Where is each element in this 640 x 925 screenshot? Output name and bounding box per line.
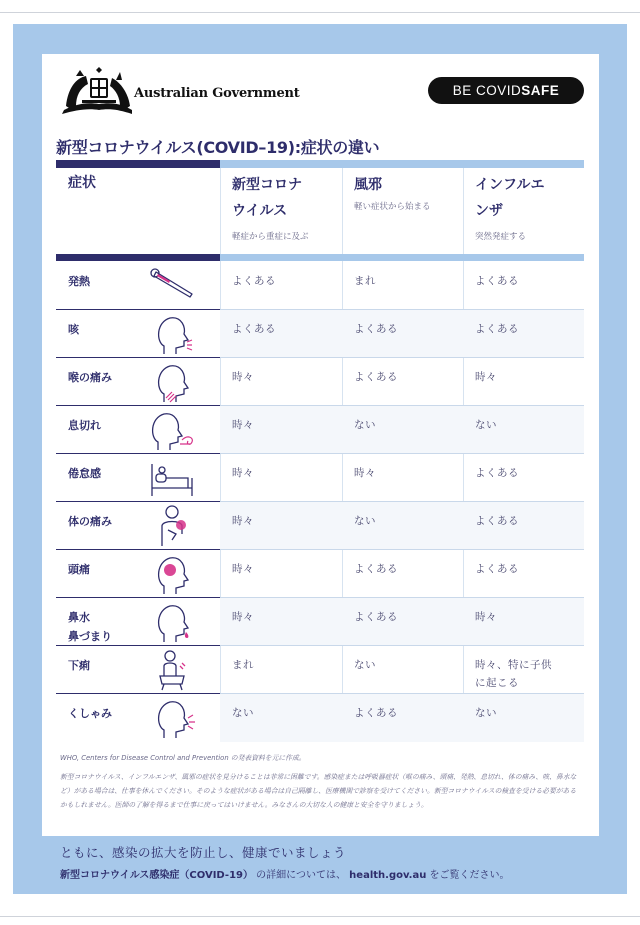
cold-header-label: 風邪 xyxy=(354,177,382,193)
table-row xyxy=(56,694,584,742)
flu-value: 時々 xyxy=(475,371,497,383)
thermometer-icon xyxy=(148,264,196,308)
cold-value: よくある xyxy=(354,323,398,335)
info-mid: の詳細については、 xyxy=(256,870,346,881)
cough-icon xyxy=(148,312,196,356)
flu-header-sub: 突然発症する xyxy=(475,232,527,242)
toilet-icon xyxy=(148,648,196,692)
column-header-symptom: 症状 xyxy=(68,175,96,191)
table-row xyxy=(56,358,584,406)
flu-value: よくある xyxy=(475,515,519,527)
flu-value-line2: に起こる xyxy=(475,677,519,689)
covid-value: 時々 xyxy=(232,371,254,383)
symptom-cell xyxy=(56,502,220,550)
symptom-label: 発熱 xyxy=(68,275,90,288)
table-row xyxy=(56,262,584,310)
cold-value: よくある xyxy=(354,611,398,623)
disclaimer-text: 新型コロナウイルス、インフルエンザ、風邪の症状を見分けることは非常に困難です。感染症または呼吸器症状（喉の痛み、頭痛、発熱、息切れ、体の痛み、咳、鼻水など）がある場合は、仕事を休んでください。そのような症状がある場合は自己隔離し、医療機関で診察を受けてください。新型コロナウイルスの検査を受ける必要があるかもしれません。医師の了解を得るまで仕事に戻ってはいけません。みなさんの大切な人の健康と安全を守りましょう。 xyxy=(60,773,577,809)
cold-value: ない xyxy=(354,515,376,527)
body-ache-icon xyxy=(148,504,196,548)
header-bar-dark-bottom xyxy=(56,254,220,261)
breath-icon xyxy=(148,408,196,452)
covid-header-line1: 新型コロナ xyxy=(232,177,302,193)
covidsafe-badge xyxy=(428,77,584,104)
cold-value: ない xyxy=(354,419,376,431)
badge-safe: SAFE xyxy=(521,83,560,98)
page-title: 新型コロナウイルス(COVID–19):症状の違い xyxy=(56,138,380,157)
symptom-label xyxy=(68,608,112,646)
info-end: をご覧ください。 xyxy=(429,870,510,881)
info-line xyxy=(60,866,510,881)
header-bar-dark xyxy=(56,160,220,168)
covid-value: 時々 xyxy=(232,467,254,479)
covid-value: 時々 xyxy=(232,611,254,623)
cold-value: 時々 xyxy=(354,467,376,479)
flu-value-line1: 時々、特に子供 xyxy=(475,659,552,671)
table-row xyxy=(56,502,584,550)
prevention-message: ともに、感染の拡大を防止し、健康でいましょう xyxy=(60,845,347,860)
symptom-cell xyxy=(56,694,220,742)
symptom-cell xyxy=(56,646,220,694)
symptom-label: くしゃみ xyxy=(68,707,112,720)
symptom-cell xyxy=(56,454,220,502)
covid-value: 時々 xyxy=(232,563,254,575)
table-row xyxy=(56,646,584,694)
government-name: Australian Government xyxy=(134,86,300,101)
column-header-cold xyxy=(354,172,431,212)
header-bar-light-bottom xyxy=(220,254,584,261)
badge-covid: COVID xyxy=(475,83,522,98)
flu-header-line1: インフルエ xyxy=(475,177,545,193)
cold-value: よくある xyxy=(354,563,398,575)
flu-value: ない xyxy=(475,707,497,719)
flu-value: 時々 xyxy=(475,611,497,623)
info-site: health.gov.au xyxy=(349,870,427,881)
source-note: WHO, Centers for Disease Control and Prevention の発表資料を元に作成。 xyxy=(60,754,306,762)
top-divider xyxy=(0,12,640,13)
flu-header-line2: ンザ xyxy=(475,203,503,219)
symptom-cell xyxy=(56,598,220,646)
flu-value: ない xyxy=(475,419,497,431)
cold-value: まれ xyxy=(354,275,376,287)
flu-value xyxy=(475,656,552,692)
column-header-covid xyxy=(232,172,309,242)
covid-value: よくある xyxy=(232,275,276,287)
covid-value: よくある xyxy=(232,323,276,335)
sneeze-icon xyxy=(148,696,196,740)
headache-icon xyxy=(148,552,196,596)
table-row xyxy=(56,598,584,646)
covid-value: ない xyxy=(232,707,254,719)
flu-value: よくある xyxy=(475,467,519,479)
bed-icon xyxy=(148,456,196,500)
header-bar-light xyxy=(220,160,584,168)
coat-of-arms-icon xyxy=(56,66,132,118)
covid-header-line2: ウイルス xyxy=(232,203,288,219)
table-row xyxy=(56,310,584,358)
covid-value: まれ xyxy=(232,659,254,671)
symptom-cell xyxy=(56,406,220,454)
flu-value: よくある xyxy=(475,275,519,287)
symptom-label: 下痢 xyxy=(68,659,90,672)
symptom-label: 倦怠感 xyxy=(68,467,101,480)
symptom-label-line1: 鼻水 xyxy=(68,611,90,624)
symptom-label: 頭痛 xyxy=(68,563,90,576)
info-bold: 新型コロナウイルス感染症（COVID-19） xyxy=(60,870,253,881)
flu-value: よくある xyxy=(475,563,519,575)
column-header-flu xyxy=(475,172,544,242)
table-row xyxy=(56,550,584,598)
symptom-cell xyxy=(56,310,220,358)
cold-value: ない xyxy=(354,659,376,671)
cold-value: よくある xyxy=(354,371,398,383)
symptom-label: 体の痛み xyxy=(68,515,112,528)
symptom-cell xyxy=(56,358,220,406)
symptom-label-line2: 鼻づまり xyxy=(68,630,112,643)
table-row xyxy=(56,454,584,502)
runny-nose-icon xyxy=(148,600,196,644)
cold-value: よくある xyxy=(354,707,398,719)
symptom-label: 息切れ xyxy=(68,419,101,432)
cold-header-sub: 軽い症状から始まる xyxy=(354,202,431,212)
symptom-cell xyxy=(56,262,220,310)
badge-be: BE xyxy=(452,83,476,98)
bottom-divider xyxy=(0,916,640,917)
symptom-label: 咳 xyxy=(68,323,79,336)
covid-header-sub: 軽症から重症に及ぶ xyxy=(232,232,309,242)
table-row xyxy=(56,406,584,454)
symptom-label: 喉の痛み xyxy=(68,371,112,384)
symptom-cell xyxy=(56,550,220,598)
covid-value: 時々 xyxy=(232,515,254,527)
covid-value: 時々 xyxy=(232,419,254,431)
sore-throat-icon xyxy=(148,360,196,404)
flu-value: よくある xyxy=(475,323,519,335)
